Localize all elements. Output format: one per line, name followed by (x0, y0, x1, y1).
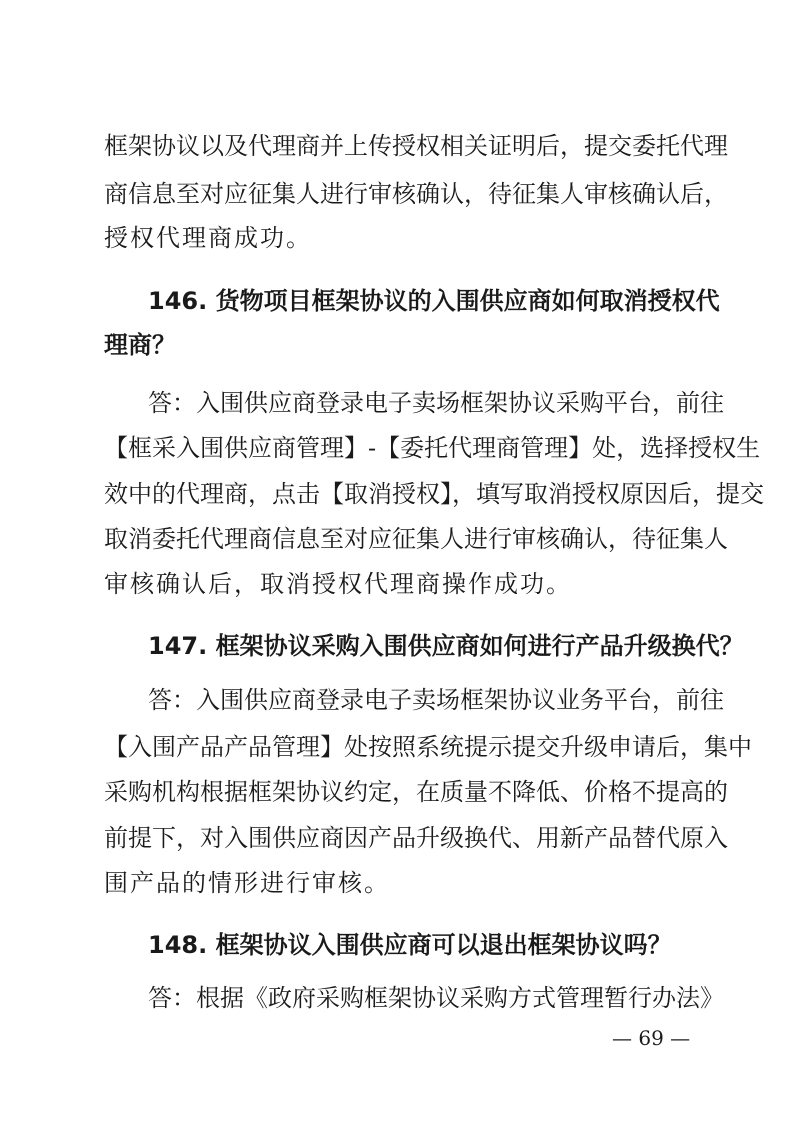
answer-text-line: 围产品的情形进行审核。 (104, 869, 390, 897)
answer-text-line: 【框采入围供应商管理】-【委托代理商管理】处，选择授权生 (104, 434, 761, 462)
answer-text-line: 【入围产品产品管理】处按照系统提示提交升级申请后，集中 (104, 733, 752, 761)
question-heading-146: 146. 货物项目框架协议的入围供应商如何取消授权代 (148, 287, 720, 315)
answer-text-line: 采购机构根据框架协议约定，在质量不降低、价格不提高的 (104, 778, 728, 806)
answer-text-line: 前提下，对入围供应商因产品升级换代、用新产品替代原入 (104, 824, 728, 852)
answer-text-line: 答：入围供应商登录电子卖场框架协议采购平台，前往 (148, 389, 724, 417)
answer-text-line: 答：入围供应商登录电子卖场框架协议业务平台，前往 (148, 686, 724, 714)
body-text-line: 商信息至对应征集人进行审核确认，待征集人审核确认后， (104, 180, 728, 208)
answer-text-line: 答：根据《政府采购框架协议采购方式管理暂行办法》 (148, 984, 724, 1012)
question-heading-146-cont: 理商？ (104, 331, 176, 359)
answer-text-line: 效中的代理商，点击【取消授权】，填写取消授权原因后，提交 (104, 480, 764, 508)
question-heading-148: 148. 框架协议入围供应商可以退出框架协议吗？ (148, 931, 672, 959)
answer-text-line: 审核确认后，取消授权代理商操作成功。 (104, 570, 572, 598)
answer-text-line: 取消委托代理商信息至对应征集人进行审核确认，待征集人 (104, 525, 728, 553)
body-text-line: 授权代理商成功。 (104, 224, 312, 252)
question-heading-147: 147. 框架协议采购入围供应商如何进行产品升级换代？ (148, 632, 744, 660)
body-text-line: 框架协议以及代理商并上传授权相关证明后，提交委托代理 (104, 132, 728, 160)
page-number: — 69 — (612, 1026, 691, 1050)
